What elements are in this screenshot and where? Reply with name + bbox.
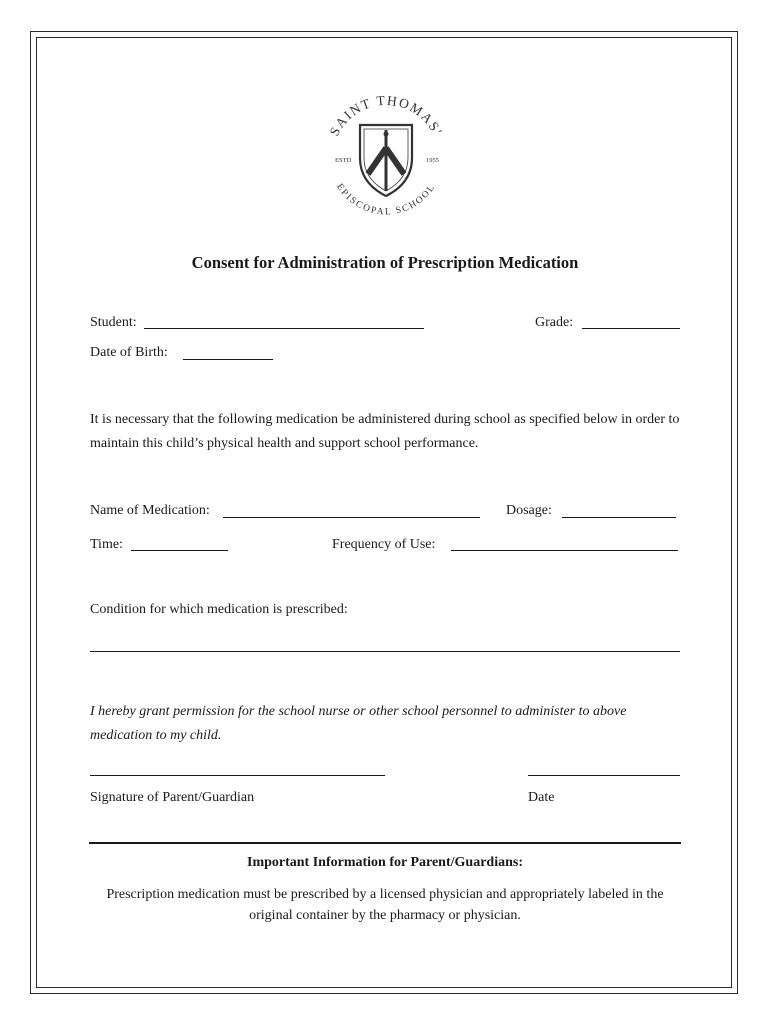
condition-field[interactable]: [90, 651, 680, 652]
logo-year-text: 1955: [426, 157, 439, 164]
logo-estd-text: ESTD: [335, 157, 352, 164]
logo-bottom-text: EPISCOPAL SCHOOL: [334, 182, 438, 218]
school-logo: [316, 88, 456, 228]
parent-signature-label: Signature of Parent/Guardian: [90, 790, 255, 805]
medication-field[interactable]: [223, 517, 480, 518]
dob-field[interactable]: [183, 359, 273, 360]
date-label: Date: [528, 790, 555, 805]
signature-date-line[interactable]: [528, 775, 680, 776]
grade-label: Grade:: [535, 315, 574, 330]
condition-label: Condition for which medication is prescribed:: [90, 602, 348, 617]
medication-label: Name of Medication:: [90, 503, 210, 518]
parent-signature-line[interactable]: [90, 775, 385, 776]
frequency-field[interactable]: [451, 550, 678, 551]
dob-label: Date of Birth:: [90, 345, 168, 360]
student-label: Student:: [90, 315, 137, 330]
student-field[interactable]: [144, 328, 424, 329]
permission-statement: I hereby grant permission for the school nurse or other school personnel to administer to above medication to my child.: [90, 704, 627, 743]
time-field[interactable]: [131, 550, 228, 551]
info-heading: Important Information for Parent/Guardians:: [247, 855, 523, 870]
frequency-label: Frequency of Use:: [332, 537, 436, 552]
form-title: Consent for Administration of Prescription Medication: [191, 253, 579, 272]
info-text: Prescription medication must be prescribed by a licensed physician and appropriately labeled in the original container by the pharmacy or physician.: [106, 887, 664, 923]
intro-paragraph: It is necessary that the following medication be administered during school as specified below in order to maintain this child’s physical health and support school performance.: [90, 412, 680, 451]
dosage-field[interactable]: [562, 517, 676, 518]
time-label: Time:: [90, 537, 123, 552]
shield-icon: [360, 125, 412, 196]
grade-field[interactable]: [582, 328, 680, 329]
dosage-label: Dosage:: [506, 503, 552, 518]
section-divider: [89, 842, 681, 844]
logo-top-text: SAINT THOMAS': [326, 92, 446, 139]
